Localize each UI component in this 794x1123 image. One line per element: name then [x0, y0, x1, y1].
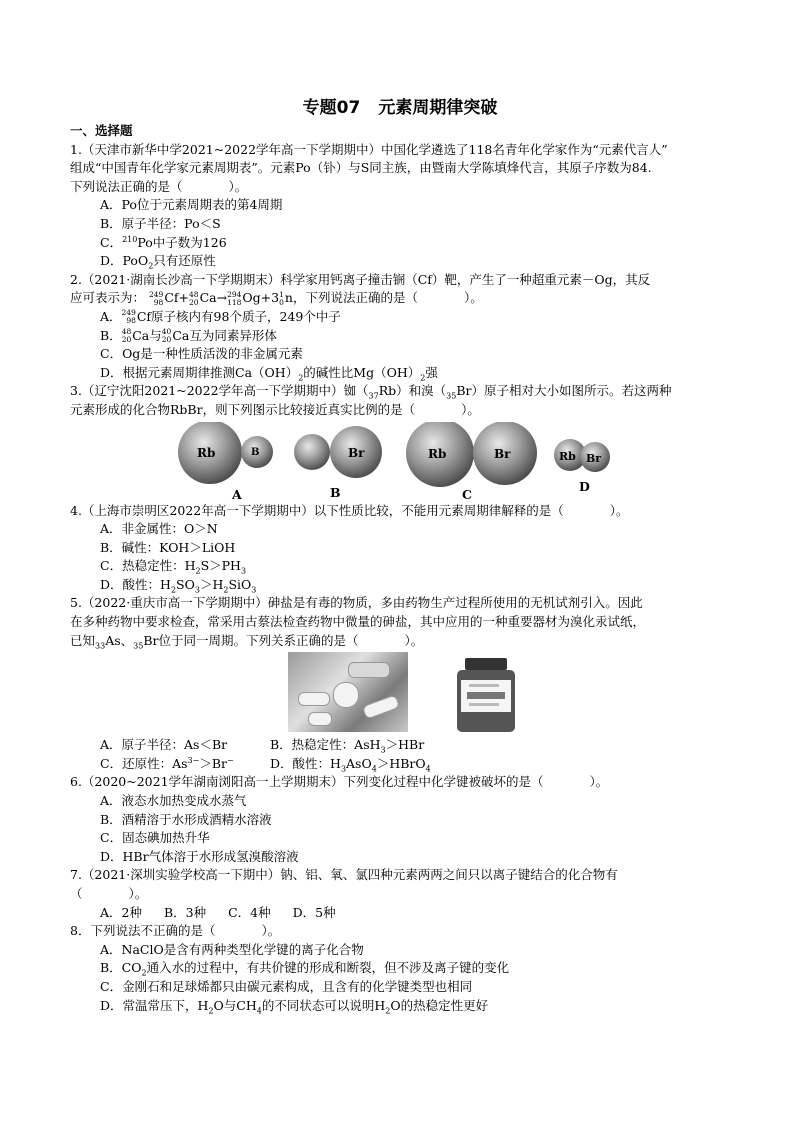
- atom-size-figure: [70, 422, 730, 502]
- label-c-br: Br: [494, 446, 511, 461]
- q5-option-b[interactable]: B．热稳定性：AsH$_3$＞HBr: [270, 737, 425, 755]
- q7-option-d[interactable]: D．5种: [292, 904, 336, 920]
- question-7: 7.（2021·深圳实验学校高一下期中）钠、铝、氧、氯四种元素两两之间只以离子键结合的化合物有 （ ）。 A．2种 B．3种 C．4种 D．5种: [70, 867, 618, 920]
- q4-option-b[interactable]: B．碱性：KOH＞LiOH: [100, 539, 236, 555]
- bottle-icon: [455, 658, 517, 732]
- label-a-b: B: [251, 446, 260, 458]
- q2-option-a[interactable]: A． 249 98 Cf原子核内有98个质子，249个中子: [100, 308, 341, 326]
- q4-option-a[interactable]: A．非金属性：O＞N: [100, 521, 218, 537]
- option-label-b[interactable]: B: [330, 484, 341, 500]
- q5-option-c[interactable]: C．还原性：$As^{3-}>Br^-$: [100, 755, 234, 771]
- q6-option-b[interactable]: B．酒精溶于水形成酒精水溶液: [100, 811, 272, 827]
- q2-option-b[interactable]: B． 48 20 Ca与 40 20 Ca互为同素异形体: [100, 327, 277, 345]
- q5-option-d[interactable]: D．酸性：$H_3AsO_4>HBrO_4$: [270, 755, 431, 774]
- q8-option-d[interactable]: D．常温常压下，$H_2O$与$CH_4$的不同状态可以说明$H_2O$的热稳定性更好: [100, 997, 489, 1016]
- q2-option-c[interactable]: C．Og是一种性质活泼的非金属元素: [100, 346, 303, 362]
- section-heading: 一、选择题: [70, 123, 133, 138]
- question-2: 2.（2021·湖南长沙高一下学期期末）科学家用钙离子撞击锎（Cf）靶，产生了一种超重元素－Og，其反 应可表示为： 249 98 Cf+ 48 20 Ca→ 294 118 Og+3 1 0 n，下列说法正确的是（ ）。 A． 249 98 Cf原子核内有98个质子，249个中子 B． 48 20 Ca与 40 20 Ca互为同素异形体 C．Og是一种性质活泼的非金属元素 D．根据元素周期律推测$Ca(OH)_2$的碱性比$Mg(OH)_2$强: [70, 271, 730, 383]
- q7-option-b[interactable]: B．3种: [163, 904, 207, 920]
- q6-option-a[interactable]: A．液态水加热变成水蒸气: [100, 793, 247, 809]
- label-d-rb: Rb: [559, 449, 576, 463]
- title-label: 专题07: [302, 98, 361, 118]
- pills-photo: [288, 652, 408, 732]
- photos-row: [70, 652, 730, 734]
- atom-spheres-svg: [70, 422, 730, 502]
- q2-option-d[interactable]: D．根据元素周期律推测$Ca(OH)_2$的碱性比$Mg(OH)_2$强: [100, 364, 438, 383]
- question-5: 5.（2022·重庆市高一下学期期中）砷盐是有毒的物质，多由药物生产过程所使用的无机试剂引入。因此 在多种药物中要求检查，常采用古蔡法检查药物中微量的砷盐，其中应用的一种重要器材为溴化汞试纸， 已知$_{33}$As、$_{35}$Br位于同一周期。下列关系正确的是（ ）。 A．原子半径：As＜Br B．热稳定性：AsH$_3$＞HBr C．还原性：$As^{3-}>Br^-$ D．酸性：$H_3AsO_4>HBrO_4$: [70, 594, 730, 773]
- label-d-br: Br: [586, 451, 602, 465]
- q1-option-a[interactable]: A．Po位于元素周期表的第4周期: [100, 197, 283, 213]
- option-label-a[interactable]: A: [232, 486, 242, 502]
- q8-option-a[interactable]: A．NaClO是含有两种类型化学键的离子化合物: [100, 941, 364, 957]
- q4-option-d[interactable]: D．酸性：$H_2SO_3>H_2SiO_3$: [100, 576, 257, 595]
- option-label-d[interactable]: D: [579, 478, 590, 494]
- question-3: 3.（辽宁沈阳2021~2022学年高一下学期期中）铷$(_{37}Rb)$和溴$(_{35}Br)$原子相对大小如图所示。若这两种 元素形成的化合物RbBr，则下列图示比较接近真实比例的是（ ）。 Rb B Br Rb Br Rb Br A B C D: [70, 382, 730, 501]
- label-b-br: Br: [348, 445, 365, 460]
- q5-option-a[interactable]: A．原子半径：As＜Br: [100, 737, 228, 753]
- question-4: 4.（上海市崇明区2022年高一下学期期中）以下性质比较，不能用元素周期律解释的是（ ）。 A．非金属性：O＞N B．碱性：KOH＞LiOH C．热稳定性：$H_2S>PH_3$ D．酸性：$H_2SO_3>H_2SiO_3$: [70, 502, 730, 595]
- q1-option-b[interactable]: B．原子半径：Po＜S: [100, 215, 221, 231]
- q4-option-c[interactable]: C．热稳定性：$H_2S>PH_3$: [100, 558, 247, 576]
- q1-option-c[interactable]: C．$^{210}$Po中子数为126: [100, 234, 227, 250]
- option-label-c[interactable]: C: [462, 486, 472, 502]
- question-6: 6.（2020~2021学年湖南浏阳高一上学期期末）下列变化过程中化学键被破坏的是（ ）。 A．液态水加热变成水蒸气 B．酒精溶于水形成酒精水溶液 C．固态碘加热升华 D．HBr气体溶于水形成氢溴酸溶液: [70, 773, 730, 866]
- q7-option-a[interactable]: A．2种: [100, 904, 142, 920]
- page-title: [70, 96, 730, 120]
- label-c-rb: Rb: [428, 446, 447, 461]
- q6-option-c[interactable]: C．固态碘加热升华: [100, 830, 210, 846]
- worksheet-page: [70, 96, 730, 1015]
- label-a-rb: Rb: [197, 445, 216, 460]
- title-text: 元素周期律突破: [378, 98, 498, 118]
- q8-option-c[interactable]: C．金刚石和足球烯都只由碳元素构成，且含有的化学键类型也相同: [100, 978, 473, 994]
- question-1: 1.（天津市新华中学2021~2022学年高一下学期期中）中国化学遴选了118名青年化学家作为“元素代言人” 组成“中国青年化学家元素周期表”。元素Po（钋）与S同主族，由暨南大学陈填烽代言，其原子序数为84. 下列说法正确的是（ ）。 A．Po位于元素周期表的第4周期 B．原子半径：Po＜S C．$^{210}$Po中子数为126 D．PoO$_2$只有还原性: [70, 141, 730, 271]
- q1-option-d[interactable]: D．PoO$_2$只有还原性: [100, 253, 216, 271]
- q7-option-c[interactable]: C．4种: [228, 904, 271, 920]
- q6-option-d[interactable]: D．HBr气体溶于水形成氢溴酸溶液: [100, 848, 299, 864]
- q8-option-b[interactable]: B．$CO_2$通入水的过程中，有共价键的形成和断裂，但不涉及离子键的变化: [100, 960, 510, 978]
- sphere-b-small: [294, 434, 330, 470]
- question-8: 8．下列说法不正确的是（ ）。 A．NaClO是含有两种类型化学键的离子化合物 B．$CO_2$通入水的过程中，有共价键的形成和断裂，但不涉及离子键的变化 C．金刚石和足球烯都只由碳元素构成，且含有的化学键类型也相同 D．常温常压下，$H_2O$与$CH_4$的不同状态可以说明$H_2O$的热稳定性更好: [70, 922, 730, 1015]
